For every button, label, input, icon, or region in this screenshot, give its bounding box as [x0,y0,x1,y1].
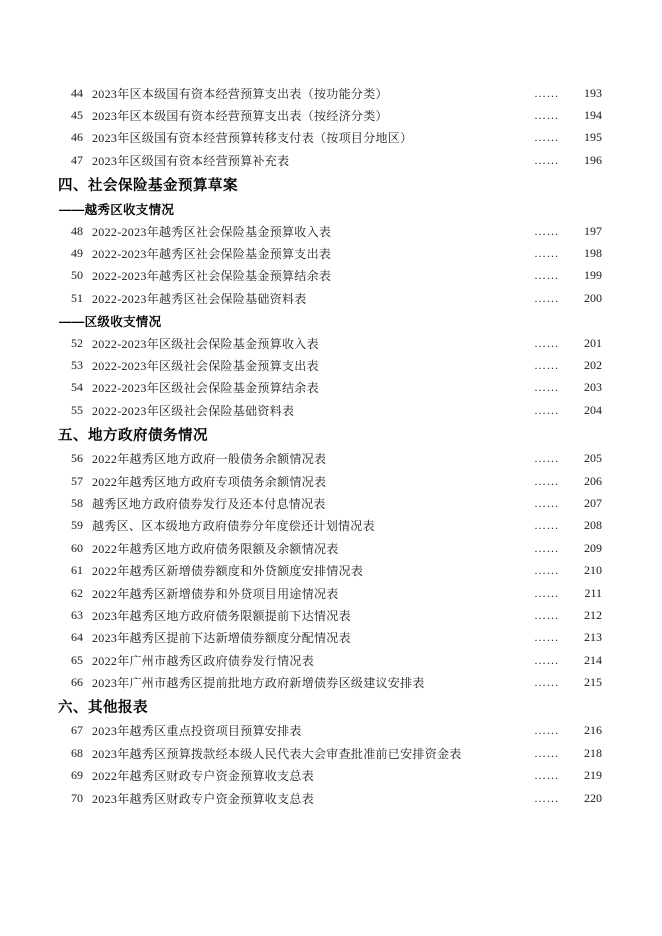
heading-text: 四、社会保险基金预算草案 [58,178,238,195]
toc-entry [71,742,602,764]
toc-entry-page: 196 [584,152,602,167]
toc-entry-number: 50 [71,268,83,283]
dot-leader: …… [534,563,559,578]
toc-entry-number: 45 [71,108,83,123]
toc-entry [71,332,602,354]
dot-leader: …… [534,268,559,283]
toc-entry-page: 197 [584,223,602,238]
toc-entry-page: 209 [584,540,602,555]
toc-entry-number: 61 [71,563,83,578]
toc-entry-page: 212 [584,607,602,622]
toc-entry [71,399,602,421]
dot-leader: …… [534,585,559,600]
toc-entry-number: 68 [71,745,83,760]
toc-entry-title: 2023年区本级国有资本经营预算支出表（按经济分类） [92,109,388,124]
toc-entry-number: 67 [71,723,83,738]
toc-entry-page: 201 [584,335,602,350]
toc-entry-number: 57 [71,473,83,488]
toc-entry-title: 2022年越秀区新增债券额度和外贷额度安排情况表 [92,564,364,579]
toc-entry-page: 206 [584,473,602,488]
toc-entry [71,265,602,287]
toc-entry [71,604,602,626]
dot-leader: …… [534,675,559,690]
toc-entry-title: 2023年区级国有资本经营预算补充表 [92,153,290,168]
toc-entry-page: 214 [584,652,602,667]
toc-entry-title: 2023年广州市越秀区提前批地方政府新增债券区级建议安排表 [92,676,425,691]
toc-entry-number: 65 [71,652,83,667]
toc-entry-page: 194 [584,108,602,123]
toc-entry [71,787,602,809]
toc-section-heading [58,421,602,447]
dot-leader: …… [534,152,559,167]
toc-entry-number: 54 [71,380,83,395]
toc-entry-title: 2022年越秀区财政专户资金预算收支总表 [92,769,315,784]
toc-entry-page: 205 [584,451,602,466]
toc-entry-title: 越秀区、区本级地方政府债券分年度偿还计划情况表 [92,519,375,534]
toc-entry-page: 213 [584,630,602,645]
toc-entry-number: 59 [71,518,83,533]
toc-entry-title: 2022-2023年越秀区社会保险基金预算支出表 [92,247,332,262]
toc-entry [71,470,602,492]
toc-entry-page: 210 [584,563,602,578]
toc-section-heading [58,694,602,720]
toc-entry-number: 51 [71,290,83,305]
toc-subsection-heading [59,310,602,332]
toc-subsection-heading [59,198,602,220]
toc-entry [71,82,602,104]
toc-entry-number: 62 [71,585,83,600]
dot-leader: …… [534,473,559,488]
toc-entry-page: 199 [584,268,602,283]
toc-entry-page: 200 [584,290,602,305]
dot-leader: …… [534,85,559,100]
toc-entry-number: 48 [71,223,83,238]
toc-entry [71,104,602,126]
toc-entry [71,515,602,537]
toc-entry-number: 53 [71,357,83,372]
dot-leader: …… [534,402,559,417]
dot-leader: …… [534,246,559,261]
toc-section-heading [58,172,602,198]
toc-entry-title: 2022年越秀区地方政府专项债务余额情况表 [92,474,327,489]
toc-entry-number: 64 [71,630,83,645]
toc-entry-title: 2022-2023年越秀区社会保险基础资料表 [92,291,307,306]
toc-entry-page: 219 [584,768,602,783]
toc-entry-page: 204 [584,402,602,417]
toc-entry-number: 66 [71,675,83,690]
dot-leader: …… [534,518,559,533]
dot-leader: …… [534,380,559,395]
toc-entry-number: 52 [71,335,83,350]
toc-entry-title: 2022年越秀区地方政府债务限额及余额情况表 [92,541,339,556]
heading-text: 五、地方政府债务情况 [58,427,208,444]
toc-entry [71,537,602,559]
dot-leader: …… [534,768,559,783]
dot-leader: …… [534,130,559,145]
dot-leader: …… [534,630,559,645]
toc-entry-number: 60 [71,540,83,555]
toc-entry-page: 220 [584,790,602,805]
toc-entry-number: 49 [71,246,83,261]
toc-entry [71,377,602,399]
dot-leader: …… [534,723,559,738]
toc-entry-page: 193 [584,85,602,100]
dot-leader: …… [534,108,559,123]
toc-entry-title: 2023年越秀区地方政府债务限额提前下达情况表 [92,608,351,623]
toc-entry-page: 202 [584,357,602,372]
toc-entry-title: 2022-2023年区级社会保险基金预算支出表 [92,358,319,373]
heading-text: ——越秀区收支情况 [59,202,175,217]
dot-leader: …… [534,652,559,667]
toc-entry-number: 55 [71,402,83,417]
toc-entry-number: 47 [71,152,83,167]
toc-entry-number: 69 [71,768,83,783]
toc-entry-title: 2022-2023年区级社会保险基金预算结余表 [92,381,319,396]
toc-entry-page: 198 [584,246,602,261]
toc-entry [71,492,602,514]
toc-entry-title: 2023年越秀区重点投资项目预算安排表 [92,724,302,739]
toc-entry-title: 2023年越秀区预算拨款经本级人民代表大会审查批准前已安排资金表 [92,746,462,761]
dot-leader: …… [534,357,559,372]
toc-entry-page: 218 [584,745,602,760]
toc-entry-number: 63 [71,607,83,622]
toc-entry [71,220,602,242]
dot-leader: …… [534,335,559,350]
toc-entry-page: 208 [584,518,602,533]
toc-entry-title: 2022年越秀区地方政府一般债务余额情况表 [92,452,327,467]
toc-entry [71,559,602,581]
toc-entry [71,149,602,171]
toc-entry-title: 2022-2023年区级社会保险基金预算收入表 [92,336,319,351]
heading-text: 六、其他报表 [58,700,148,717]
dot-leader: …… [534,790,559,805]
dot-leader: …… [534,451,559,466]
toc-entry-title: 2022年广州市越秀区政府债券发行情况表 [92,653,315,668]
toc-entry [71,127,602,149]
dot-leader: …… [534,745,559,760]
dot-leader: …… [534,223,559,238]
toc-entry [71,671,602,693]
toc-entry-title: 2022-2023年越秀区社会保险基金预算结余表 [92,269,332,284]
toc-entry-page: 195 [584,130,602,145]
toc-entry-title: 2022-2023年越秀区社会保险基金预算收入表 [92,224,332,239]
dot-leader: …… [534,607,559,622]
toc-entry-page: 207 [584,495,602,510]
toc-entry [71,765,602,787]
toc-entry [71,354,602,376]
toc-entry-page: 211 [584,585,602,600]
toc-entry-number: 58 [71,495,83,510]
heading-text: ——区级收支情况 [59,314,162,329]
toc-entry-title: 2023年区级国有资本经营预算转移支付表（按项目分地区） [92,131,413,146]
toc-entry [71,720,602,742]
toc-entry [71,627,602,649]
toc-entry-number: 46 [71,130,83,145]
toc-entry-number: 70 [71,790,83,805]
toc-entry-title: 2023年越秀区财政专户资金预算收支总表 [92,791,315,806]
toc-entry-title: 2023年区本级国有资本经营预算支出表（按功能分类） [92,86,388,101]
dot-leader: …… [534,495,559,510]
toc-entry-title: 2022年越秀区新增债券和外贷项目用途情况表 [92,586,339,601]
toc-entry [71,649,602,671]
toc-list [58,82,602,809]
toc-entry [71,242,602,264]
toc-entry [71,582,602,604]
toc-entry [71,447,602,469]
toc-entry-page: 216 [584,723,602,738]
dot-leader: …… [534,290,559,305]
toc-entry-number: 44 [71,85,83,100]
dot-leader: …… [534,540,559,555]
toc-entry-title: 2023年越秀区提前下达新增债券额度分配情况表 [92,631,351,646]
toc-entry-title: 越秀区地方政府债券发行及还本付息情况表 [92,496,326,511]
toc-entry-number: 56 [71,451,83,466]
toc-entry-title: 2022-2023年区级社会保险基础资料表 [92,403,295,418]
toc-entry-page: 203 [584,380,602,395]
toc-entry [71,287,602,309]
toc-entry-page: 215 [584,675,602,690]
